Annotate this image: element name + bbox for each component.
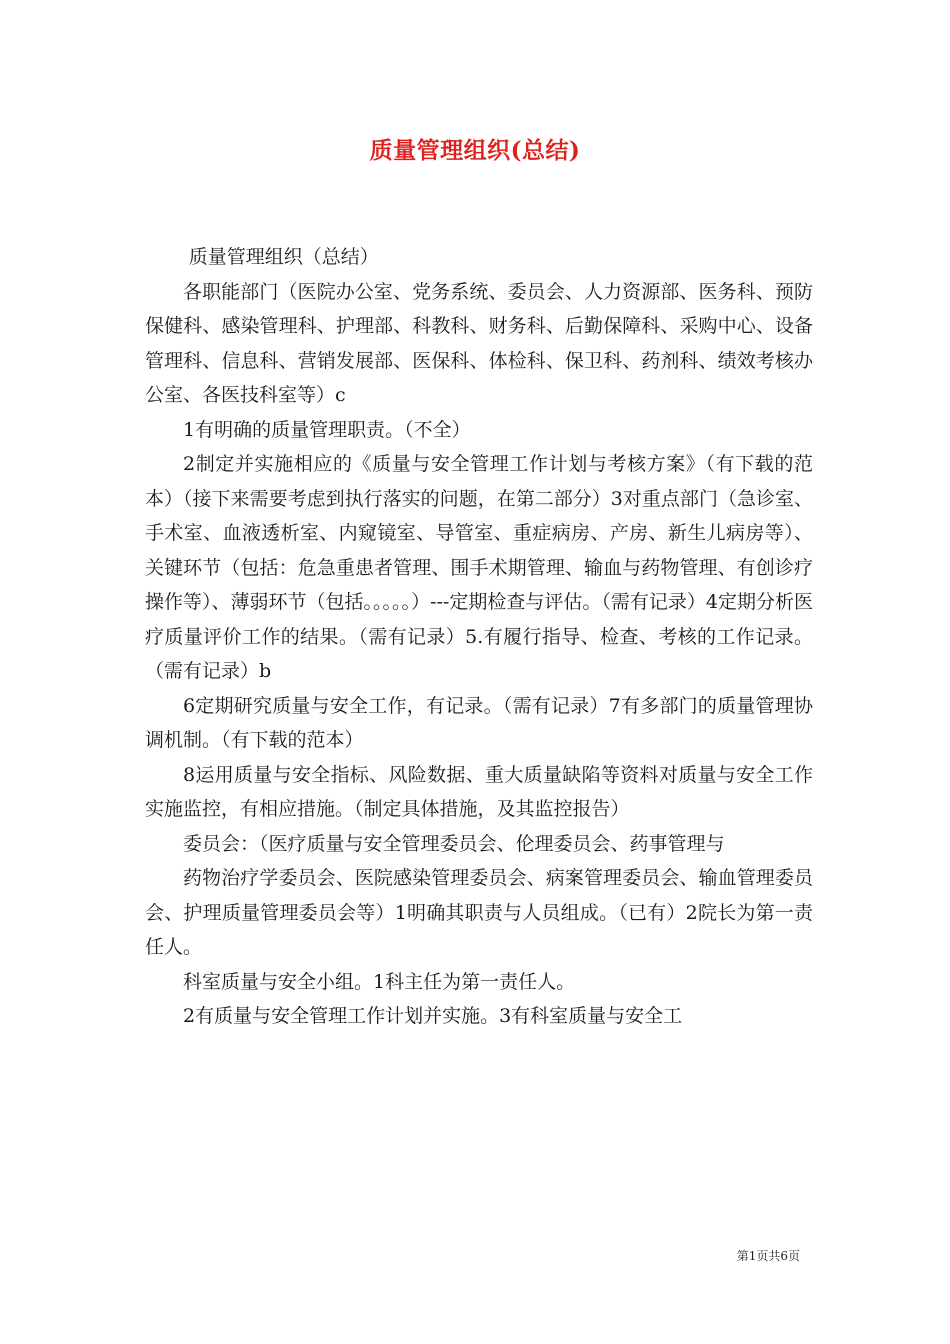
paragraph: 6定期研究质量与安全工作，有记录。（需有记录）7有多部门的质量管理协调机制。（有下载的范本） [145, 694, 813, 751]
document-body [145, 240, 813, 1034]
paragraph: 1有明确的质量管理职责。（不全） [183, 418, 471, 441]
page-number: 第1页共6页 [736, 1249, 800, 1263]
paragraph: 2制定并实施相应的《质量与安全管理工作计划与考核方案》（有下载的范本）（接下来需要考虑到执行落实的问题，在第二部分）3对重点部门（急诊室、手术室、血液透析室、内窥镜室、导管室、重症病房、产房、新生儿病房等）、关键环节（包括：危急重患者管理、围手术期管理、输血与药物管理、有创诊疗操作等）、薄弱环节（包括。。。。。）---定期检查与评估。（需有记录）4定期分析医疗质量评价工作的结果。（需有记录）5.有履行指导、检查、考核的工作记录。（需有记录）b [145, 453, 813, 682]
paragraph: 委员会：（医疗质量与安全管理委员会、伦理委员会、药事管理与 [183, 832, 725, 855]
paragraph: 2有质量与安全管理工作计划并实施。3有科室质量与安全工 [183, 1005, 683, 1027]
paragraph: 8运用质量与安全指标、风险数据、重大质量缺陷等资料对质量与安全工作实施监控，有相应措施。（制定具体措施，及其监控报告） [145, 763, 813, 820]
paragraph: 科室质量与安全小组。1科主任为第一责任人。 [183, 970, 576, 993]
document-title: 质量管理组织(总结) [369, 137, 581, 164]
paragraph: 药物治疗学委员会、医院感染管理委员会、病案管理委员会、输血管理委员会、护理质量管理委员会等）1明确其职责与人员组成。（已有）2院长为第一责任人。 [145, 867, 813, 958]
paragraph: 各职能部门（医院办公室、党务系统、委员会、人力资源部、医务科、预防保健科、感染管理科、护理部、科教科、财务科、后勤保障科、采购中心、设备管理科、信息科、营销发展部、医保科、体检科、保卫科、药剂科、绩效考核办公室、各医技科室等）c [145, 280, 813, 406]
paragraph: 质量管理组织（总结） [188, 246, 379, 268]
